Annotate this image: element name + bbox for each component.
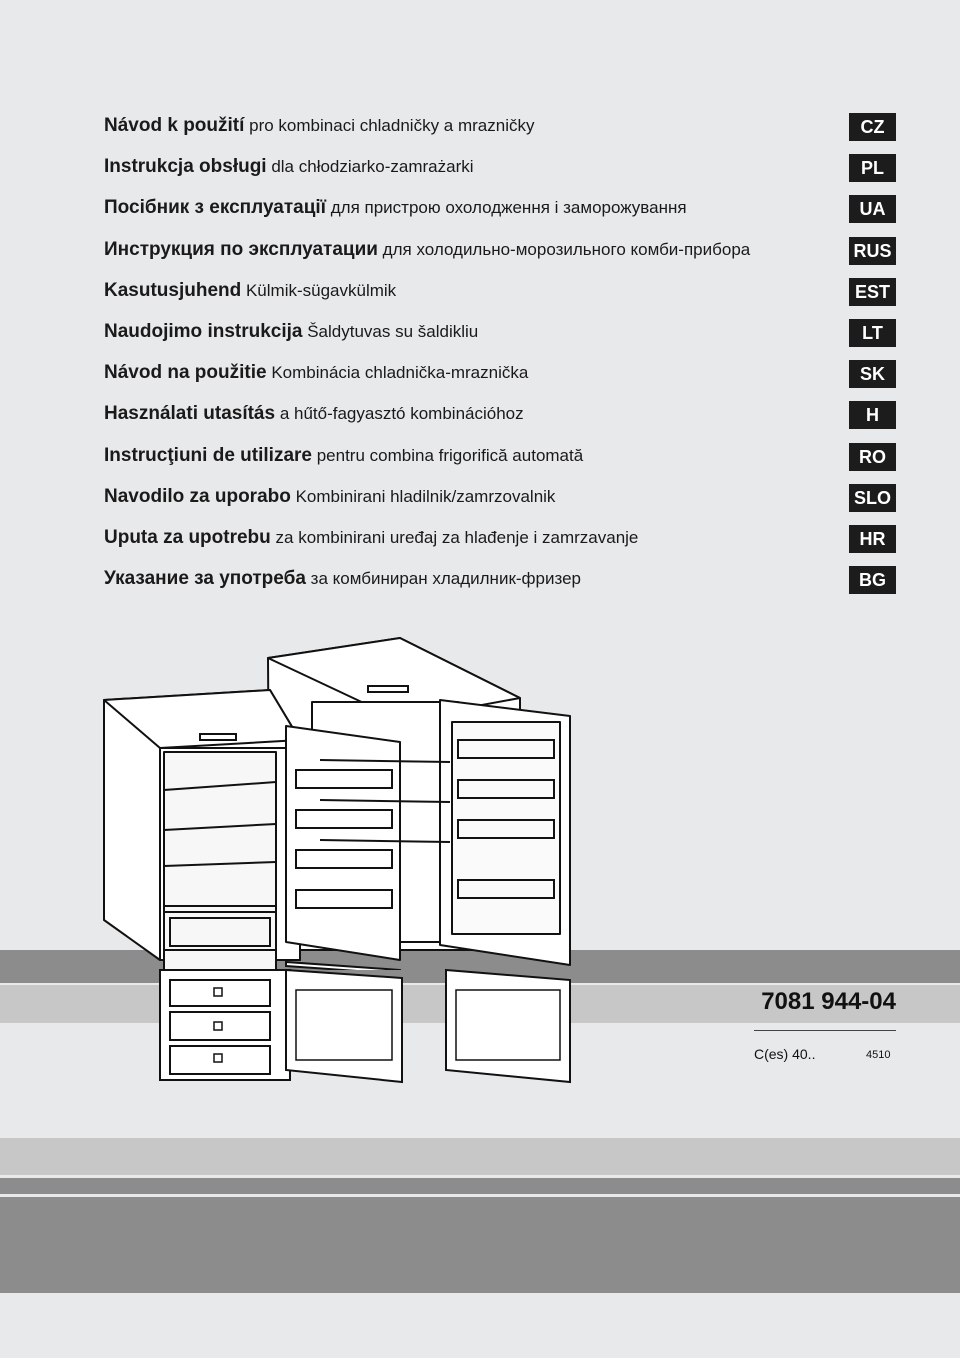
language-row [104, 441, 583, 471]
manual-subtitle: для пристрою охолодження і заморожування [330, 198, 687, 217]
language-code-badge: H [849, 401, 896, 429]
manual-subtitle: Šaldytuvas su šaldikliu [307, 322, 479, 341]
language-row [104, 235, 750, 265]
manual-subtitle: pro kombinaci chladničky a mrazničky [249, 116, 535, 135]
language-code-badge: UA [849, 195, 896, 223]
manual-title: Instrukcja obsługi [104, 156, 267, 177]
manual-title: Návod k použití [104, 115, 245, 136]
language-row [104, 152, 474, 182]
language-code-badge: LT [849, 319, 896, 347]
manual-subtitle: za kombinirani uređaj za hlađenje i zamrzavanje [275, 528, 639, 547]
manual-title: Посібник з експлуатації [104, 197, 327, 218]
document-number-rule [754, 1030, 896, 1031]
language-row [104, 564, 581, 594]
manual-subtitle: для холодильно-морозильного комби-прибора [382, 240, 751, 259]
document-number: 7081 944-04 [761, 988, 896, 1015]
edition-label: C(es) 40.. [754, 1046, 816, 1062]
manual-title: Návod na použitie [104, 362, 267, 383]
date-code: 4510 [866, 1049, 891, 1061]
language-row [104, 276, 396, 306]
manual-subtitle: pentru combina frigorifică automată [316, 446, 584, 465]
language-code-badge: EST [849, 278, 896, 306]
language-code-badge: RUS [849, 237, 896, 265]
manual-subtitle: за комбиниран хладилник-фризер [310, 569, 581, 588]
language-row [104, 111, 534, 141]
manual-title: Инструкция по эксплуатации [104, 239, 378, 260]
manual-title: Указание за употреба [104, 568, 306, 589]
language-code-badge: HR [849, 525, 896, 553]
manual-subtitle: a hűtő-fagyasztó kombinációhoz [279, 404, 524, 423]
language-code-badge: BG [849, 566, 896, 594]
manual-title: Instrucţiuni de utilizare [104, 445, 312, 466]
language-code-badge: PL [849, 154, 896, 182]
manual-subtitle: Kombinácia chladnička-mraznička [271, 363, 529, 382]
language-row [104, 317, 478, 347]
manual-title: Navodilo za uporabo [104, 486, 291, 507]
language-code-badge: CZ [849, 113, 896, 141]
manual-title: Kasutusjuhend [104, 280, 242, 301]
manual-title: Uputa za upotrebu [104, 527, 271, 548]
language-row [104, 482, 555, 512]
language-row [104, 358, 528, 388]
language-code-badge: SK [849, 360, 896, 388]
manual-title: Naudojimo instrukcija [104, 321, 303, 342]
manual-subtitle: Külmik-sügavkülmik [245, 281, 397, 300]
language-code-badge: SLO [849, 484, 896, 512]
manual-subtitle: dla chłodziarko-zamrażarki [271, 157, 474, 176]
freezer-section-illustration [100, 950, 590, 1085]
language-row [104, 193, 687, 223]
language-row [104, 523, 638, 553]
language-row [104, 399, 524, 429]
manual-title: Használati utasítás [104, 403, 276, 424]
fridge-freezer-illustration [100, 630, 590, 970]
language-code-badge: RO [849, 443, 896, 471]
manual-subtitle: Kombinirani hladilnik/zamrzovalnik [295, 487, 556, 506]
